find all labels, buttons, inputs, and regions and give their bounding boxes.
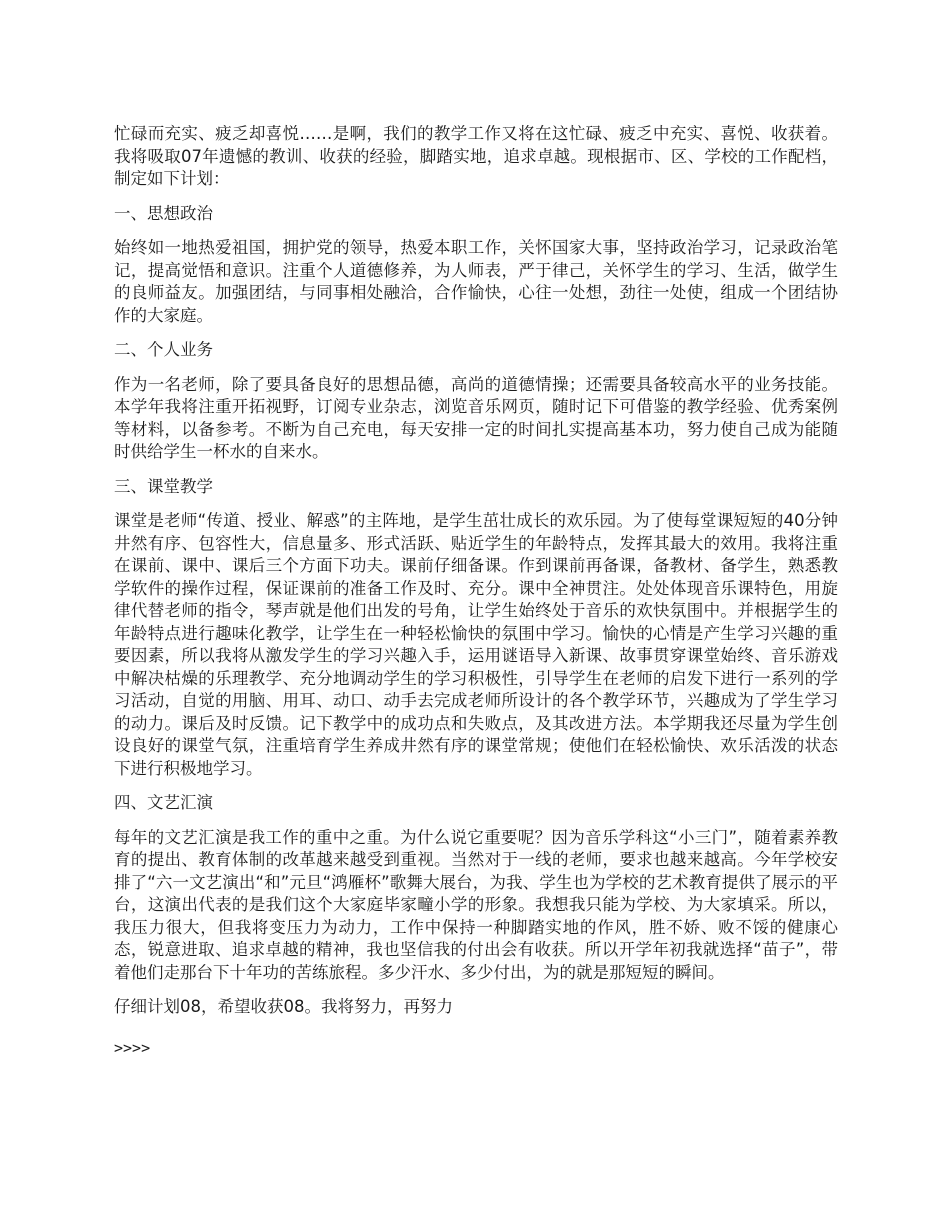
document-content (114, 123, 838, 1059)
section-heading-professional: 二、个人业务 (114, 340, 213, 359)
section-heading-performance: 四、文艺汇演 (114, 793, 213, 812)
end-marker: >>>> (114, 1038, 151, 1057)
section-body-classroom: 课堂是老师“传道、授业、解惑”的主阵地，是学生茁壮成长的欢乐园。为了使每堂课短短的40分钟井然有序、包容性大，信息量多、形式活跃、贴近学生的年龄特点，发挥其最大的效用。我将注重在课前、课中、课后三个方面下功夫。课前仔细备课。作到课前再备课，备教材、备学生，熟悉教学软件的操作过程，保证课前的准备工作及时、充分。课中全神贯注。处处体现音乐课特色，用旋律代替老师的指令，琴声就是他们出发的号角，让学生始终处于音乐的欢快氛围中。并根据学生的年龄特点进行趣味化教学，让学生在一种轻松愉快的氛围中学习。愉快的心情是产生学习兴趣的重要因素，所以我将从激发学生的学习兴趣入手，运用谜语导入新课、故事贯穿课堂始终、音乐游戏中解决枯燥的乐理教学、充分地调动学生的学习积极性，引导学生在老师的启发下进行一系列的学习活动，自觉的用脑、用耳、动口、动手去完成老师所设计的各个教学环节，兴趣成为了学生学习的动力。课后及时反馈。记下教学中的成功点和失败点，及其改进方法。本学期我还尽量为学生创设良好的课堂气氛，注重培育学生养成井然有序的课堂常规；使他们在轻松愉快、欢乐活泼的状态下进行积极地学习。 (114, 511, 838, 778)
section-heading-politics: 一、思想政治 (114, 203, 213, 223)
section-heading-classroom: 三、课堂教学 (114, 476, 213, 496)
intro-paragraph: 忙碌而充实、疲乏却喜悦……是啊，我们的教学工作又将在这忙碌、疲乏中充实、喜悦、收获着。我将吸取07年遗憾的教训、收获的经验，脚踏实地，追求卓越。现根据市、区、学校的工作配档，制定如下计划： (114, 124, 838, 188)
section-body-politics: 始终如一地热爱祖国，拥护党的领导，热爱本职工作，关怀国家大事，坚持政治学习，记录政治笔记，提高觉悟和意识。注重个人道德修养，为人师表，严于律己，关怀学生的学习、生活，做学生的良师益友。加强团结，与同事相处融洽，合作愉快，心往一处想，劲往一处使，组成一个团结协作的大家庭。 (114, 238, 838, 325)
section-body-performance: 每年的文艺汇演是我工作的重中之重。为什么说它重要呢？因为音乐学科这“小三门”，随着素养教育的提出、教育体制的改革越来越受到重视。当然对于一线的老师，要求也越来越高。今年学校安排了“六一文艺演出“和”元旦“鸿雁杯”歌舞大展台，为我、学生也为学校的艺术教育提供了展示的平台，这演出代表的是我们这个大家庭毕家疃小学的形象。我想我只能为学校、为大家填采。所以，我压力很大，但我将变压力为动力，工作中保持一种脚踏实地的作风，胜不娇、败不馁的健康心态，锐意进取、追求卓越的精神，我也坚信我的付出会有收获。所以开学年初我就选择“苗子”，带着他们走那台下十年功的苦练旅程。多少汗水、多少付出，为的就是那短短的瞬间。 (114, 827, 838, 982)
closing-paragraph: 仔细计划08，希望收获08。我将努力，再努力 (114, 997, 453, 1016)
section-body-professional: 作为一名老师，除了要具备良好的思想品德，高尚的道德情操；还需要具备较高水平的业务技能。本学年我将注重开拓视野，订阅专业杂志，浏览音乐网页，随时记下可借鉴的教学经验、优秀案例等材料，以备参考。不断为自己充电，每天安排一定的时间扎实提高基本功，努力使自己成为能随时供给学生一杯水的自来水。 (114, 374, 838, 461)
